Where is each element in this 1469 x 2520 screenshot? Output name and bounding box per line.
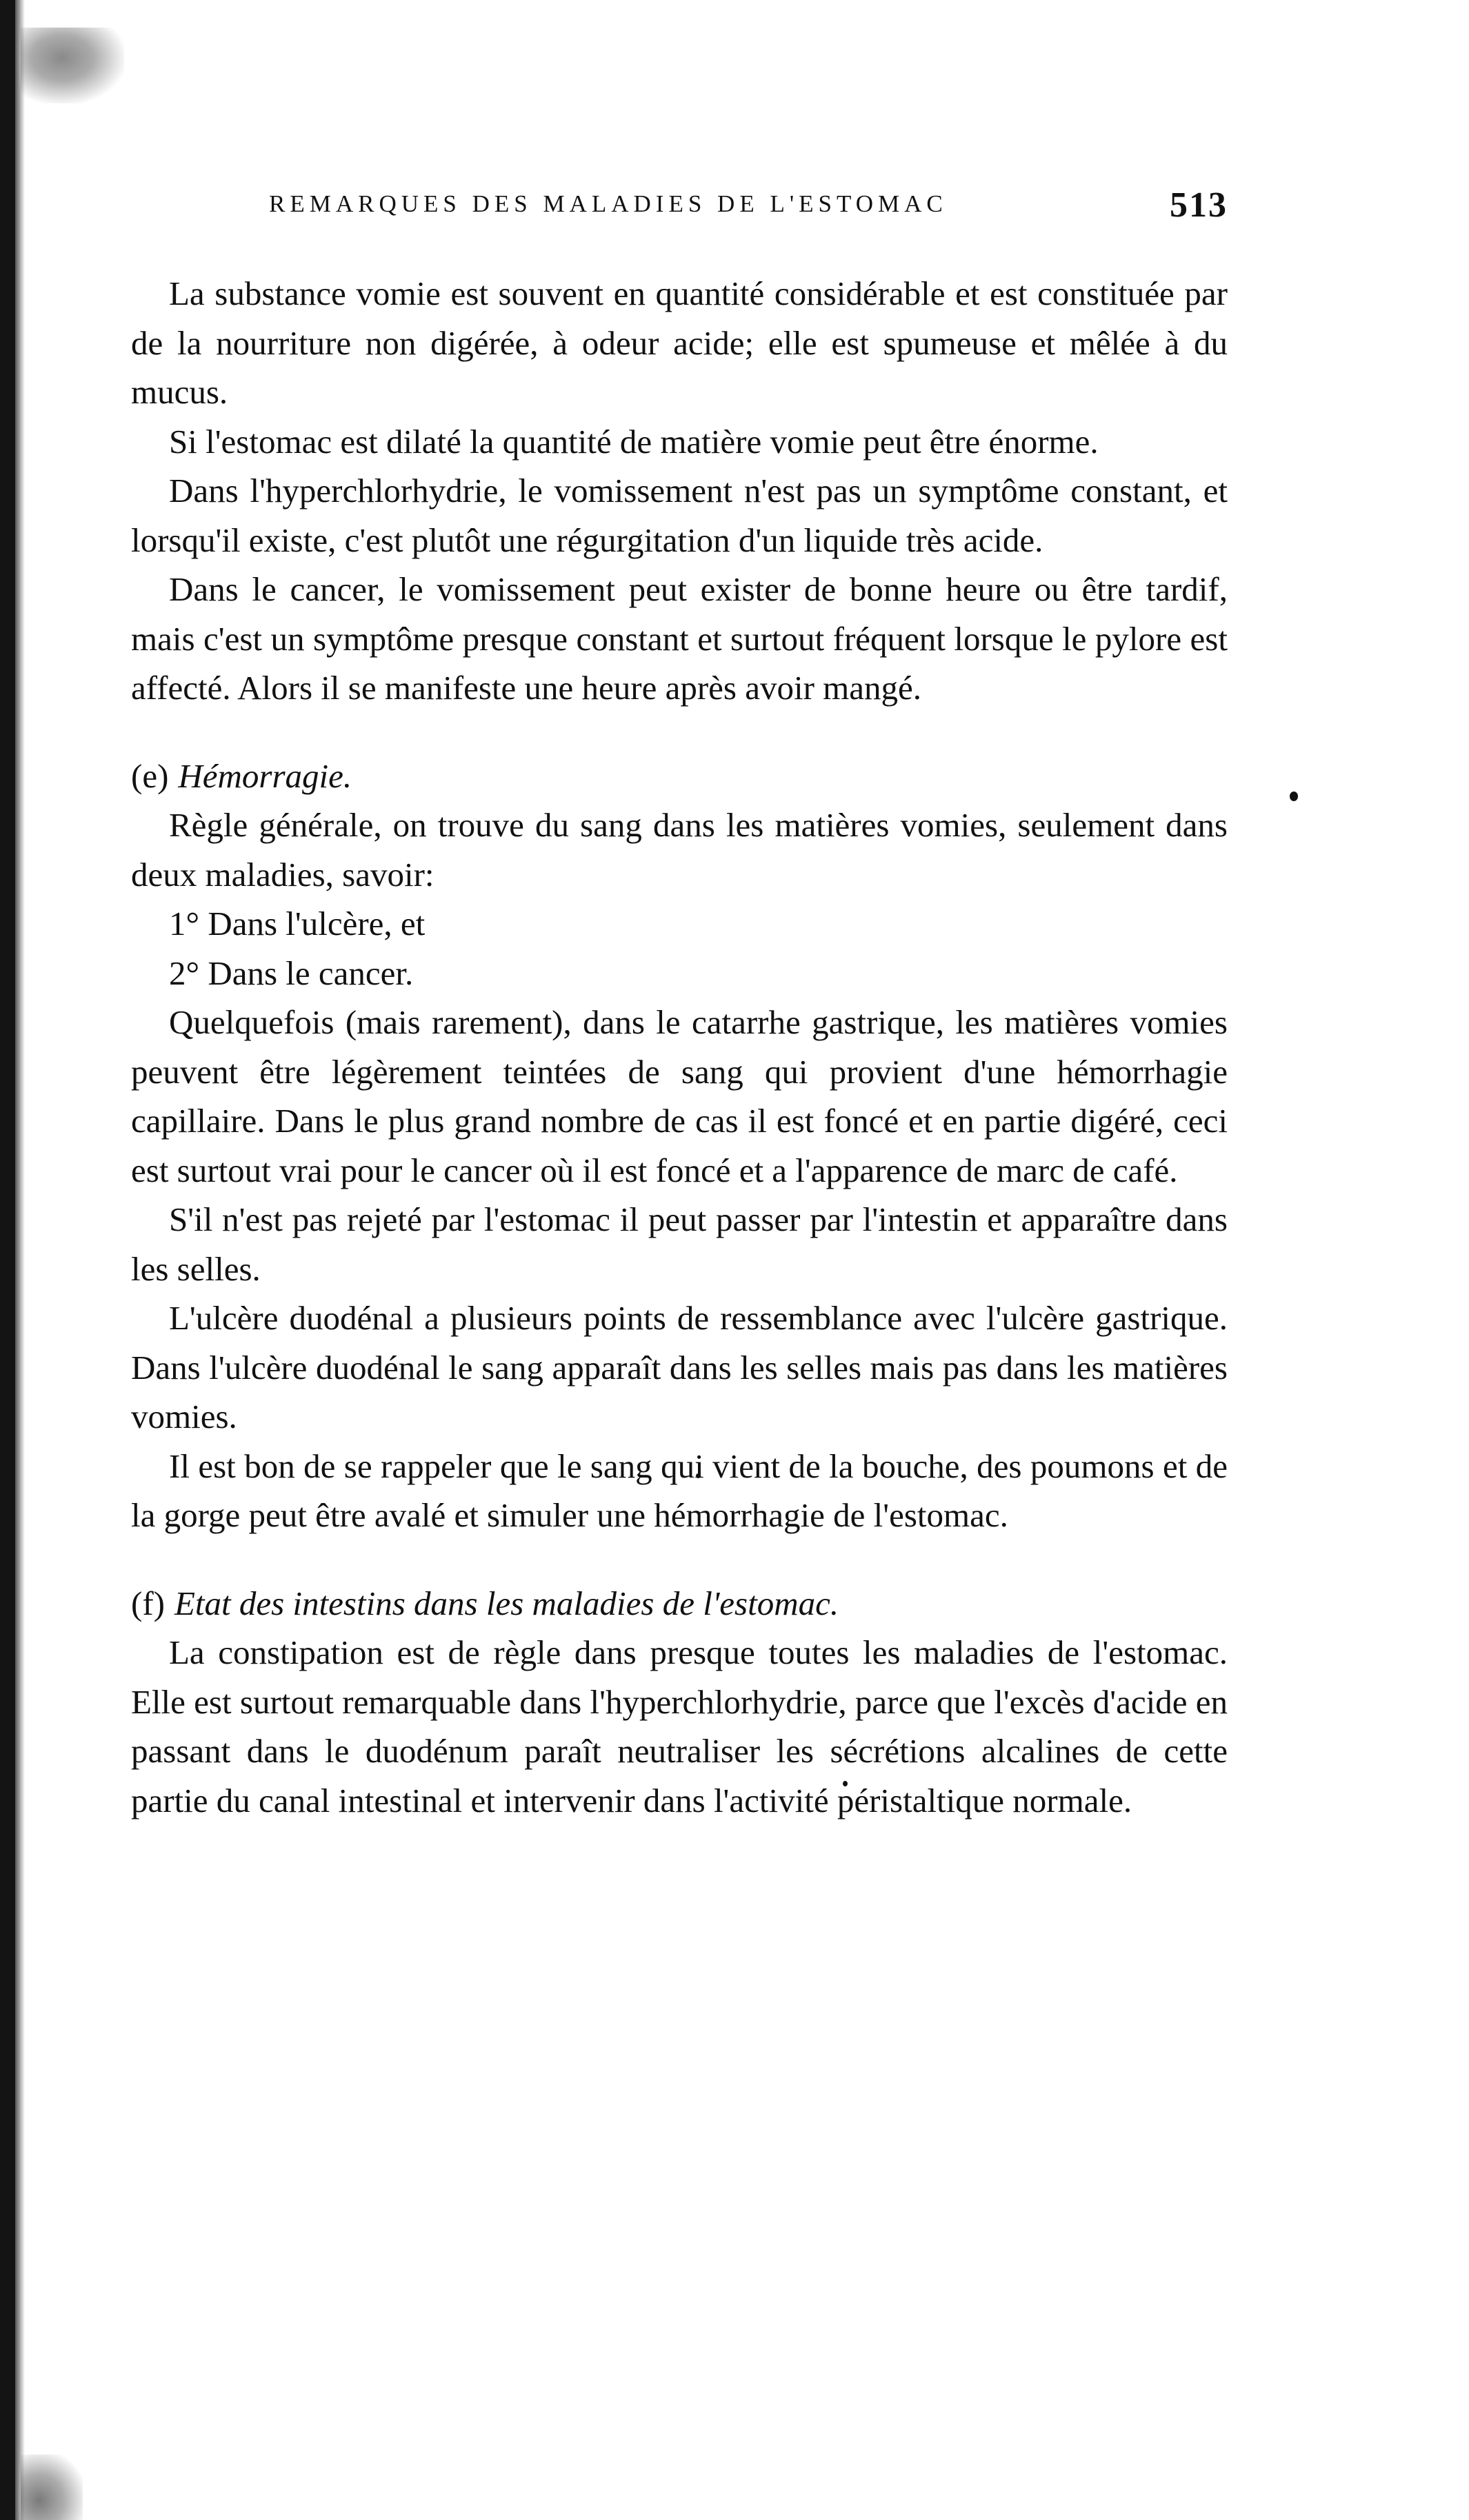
scan-smudge-bottom xyxy=(21,2455,83,2520)
paragraph: Dans le cancer, le vomissement peut exister de bonne heure ou être tardif, mais c'est un symptôme presque constant et surtout fréquent lorsque le pylore est affecté. Alors il se manifeste une heure après avoir mangé. xyxy=(131,570,1228,707)
paragraph: Si l'estomac est dilaté la quantité de matière vomie peut être énorme. xyxy=(169,422,1099,461)
section-title: Hémorragie. xyxy=(178,756,352,795)
paragraph: Dans l'hyperchlorhydrie, le vomissement n'est pas un symptôme constant, et lorsqu'il existe, c'est plutôt une régurgitation d'un liquide très acide. xyxy=(131,472,1228,559)
paragraph: L'ulcère duodénal a plusieurs points de ressemblance avec l'ulcère gastrique. Dans l'ulcère duodénal le sang apparaît dans les selles mais pas dans les matières vomies. xyxy=(131,1299,1228,1435)
paragraph: La substance vomie est souvent en quantité considérable et est constituée par de la nourriture non digérée, à odeur acide; elle est spumeuse et mêlée à du mucus. xyxy=(131,274,1228,411)
list-item: 1° Dans l'ulcère, et xyxy=(169,905,426,943)
page-header xyxy=(131,185,1228,233)
paragraph: Quelquefois (mais rarement), dans le catarrhe gastrique, les matières vomies peuvent être légèrement teintées de sang qui provient d'une hémorrhagie capillaire. Dans le plus grand nombre de cas il est foncé et en partie digéré, ceci est surtout vrai pour le cancer où il est foncé et a l'apparence de marc de café. xyxy=(131,1003,1228,1189)
paragraph: S'il n'est pas rejeté par l'estomac il peut passer par l'intestin et apparaître dans les selles. xyxy=(131,1200,1228,1288)
paragraph: Il est bon de se rappeler que le sang qui vient de la bouche, des poumons et de la gorge peut être avalé et simuler une hémorrhagie de l'estomac. xyxy=(131,1447,1228,1534)
paragraph: La constipation est de règle dans presque toutes les maladies de l'estomac. Elle est surtout remarquable dans l'hyperchlorhydrie, parce que l'excès d'acide en passant dans le duodénum paraît neutraliser les sécrétions alcalines de cette partie du canal intestinal et intervenir dans l'activité péristaltique normale. xyxy=(131,1633,1228,1820)
section-title: Etat des intestins dans les maladies de l'estomac. xyxy=(174,1584,839,1622)
binding-edge xyxy=(0,0,15,2520)
scan-smudge-top xyxy=(21,28,124,103)
running-head: REMARQUES DES MALADIES DE L'ESTOMAC xyxy=(269,190,948,217)
binding-shadow xyxy=(15,0,25,2520)
page-number: 513 xyxy=(1170,185,1228,225)
list-item: 2° Dans le cancer. xyxy=(169,954,414,992)
section-heading xyxy=(131,752,1228,801)
section-number: (e) xyxy=(131,756,169,795)
margin-ink-dot xyxy=(1290,792,1298,801)
section-heading xyxy=(131,1579,1228,1629)
body-text xyxy=(131,269,1228,1825)
paragraph: Règle générale, on trouve du sang dans les matières vomies, seulement dans deux maladies, savoir: xyxy=(131,806,1228,894)
section-number: (f) xyxy=(131,1584,165,1622)
